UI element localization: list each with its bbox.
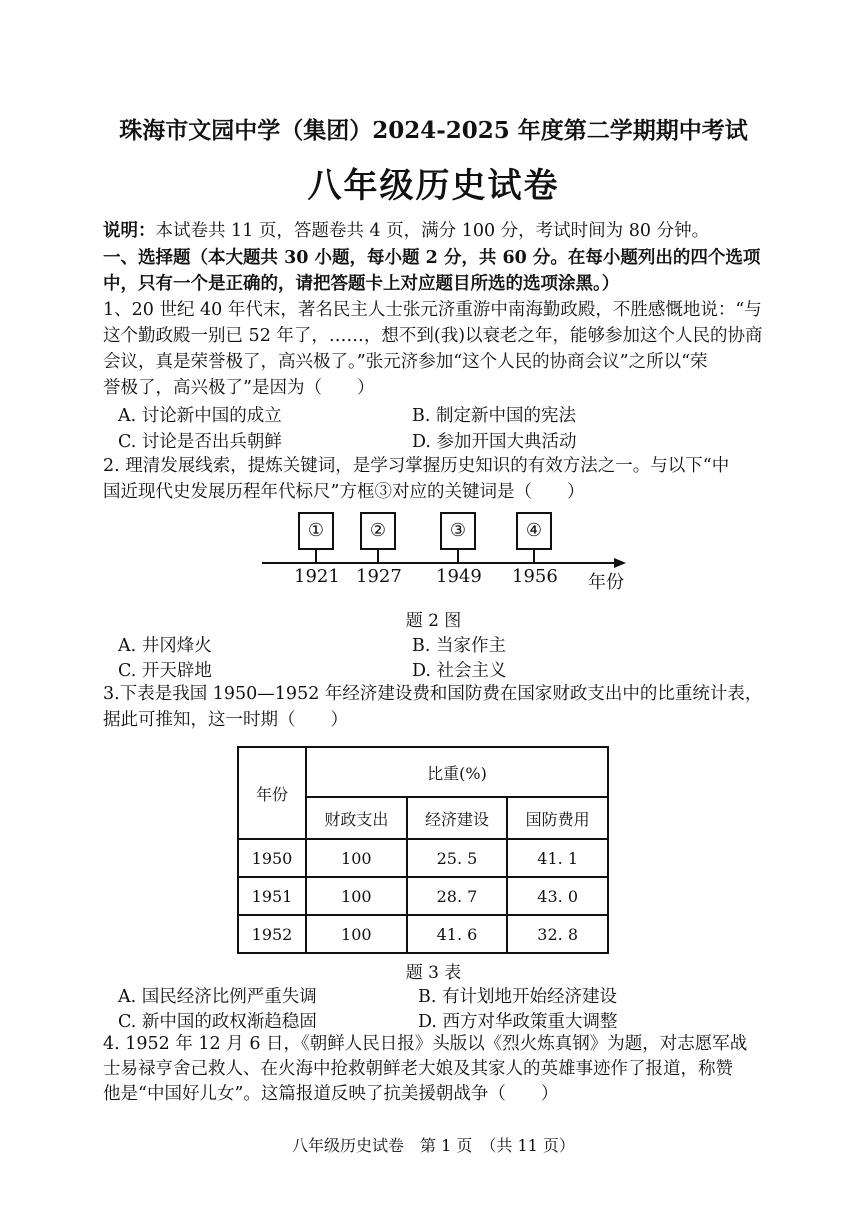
q1-option-b: B. 制定新中国的宪法 xyxy=(412,406,576,426)
q2-stem-line-1: 2. 理清发展线索，提炼关键词，是学习掌握历史知识的有效方法之一。与以下“中 xyxy=(103,456,730,476)
table-header-year: 年份 xyxy=(238,747,306,839)
q2-figure-caption: 题 2 图 xyxy=(405,611,462,631)
table-cell: 100 xyxy=(306,877,407,915)
q2-option-a: A. 井冈烽火 xyxy=(118,636,212,656)
table-header-col-2: 经济建设 xyxy=(407,797,508,839)
q4-stem-line-3: 他是“中国好儿女”。这篇报道反映了抗美援朝战争（ ） xyxy=(103,1084,559,1104)
q3-option-c: C. 新中国的政权渐趋稳固 xyxy=(118,1012,317,1032)
table-row xyxy=(238,877,608,915)
q2-timeline-figure xyxy=(262,512,634,592)
q3-option-d: D. 西方对华政策重大调整 xyxy=(418,1012,618,1032)
table-cell-year: 1950 xyxy=(238,839,306,877)
q3-stem-line-2: 据此可推知，这一时期（ ） xyxy=(103,710,348,730)
timeline-axis xyxy=(262,562,618,564)
q1-stem-line-4: 誉极了，高兴极了”是因为（ ） xyxy=(103,378,375,398)
q1-option-c: C. 讨论是否出兵朝鲜 xyxy=(118,432,282,452)
timeline-tick-1 xyxy=(315,548,317,562)
table-header-group: 比重(%) xyxy=(306,747,608,797)
q2-option-b: B. 当家作主 xyxy=(412,636,506,656)
table-header-row xyxy=(238,747,608,797)
q3-option-b: B. 有计划地开始经济建设 xyxy=(418,987,617,1007)
instructions xyxy=(103,219,709,243)
timeline-year-1: 1921 xyxy=(294,566,340,587)
timeline-box-1: ① xyxy=(298,512,334,550)
timeline-box-2: ② xyxy=(360,512,396,550)
timeline-unit-label: 年份 xyxy=(588,572,624,593)
instructions-text: 本试卷共 11 页，答题卷共 4 页，满分 100 分，考试时间为 80 分钟。 xyxy=(155,221,710,241)
q3-table-caption: 题 3 表 xyxy=(405,963,462,983)
q3-stem-line-1: 3.下表是我国 1950—1952 年经济建设费和国防费在国家财政支出中的比重统计表， xyxy=(103,684,763,704)
table-cell: 100 xyxy=(306,915,407,953)
q4-stem-line-1: 4. 1952 年 12 月 6 日，《朝鲜人民日报》头版以《烈火炼真钢》为题，对志愿军战 xyxy=(103,1034,748,1054)
timeline-year-2: 1927 xyxy=(356,566,402,587)
exam-subject-title: 八年级历史试卷 xyxy=(307,166,560,206)
q2-stem-line-2: 国近现代史发展历程年代标尺”方框③对应的关键词是（ ） xyxy=(103,482,585,502)
timeline-arrow xyxy=(614,558,626,568)
table-cell: 28. 7 xyxy=(407,877,508,915)
table-cell-year: 1952 xyxy=(238,915,306,953)
timeline-year-3: 1949 xyxy=(436,566,482,587)
page-footer: 八年级历史试卷 第 1 页 （共 11 页） xyxy=(292,1136,575,1155)
table-cell: 100 xyxy=(306,839,407,877)
timeline-year-4: 1956 xyxy=(512,566,558,587)
q1-stem-line-2: 这个勤政殿一别已 52 年了，……，想不到(我)以衰老之年，能够参加这个人民的协商 xyxy=(103,326,763,346)
q1-option-a: A. 讨论新中国的成立 xyxy=(118,406,282,426)
section-heading-line-2: 中，只有一个是正确的，请把答题卡上对应题目所选的选项涂黑。） xyxy=(103,274,620,294)
timeline-box-4: ④ xyxy=(516,512,552,550)
table-cell: 41. 1 xyxy=(507,839,608,877)
section-heading-line-1: 一、选择题（本大题共 30 小题，每小题 2 分，共 60 分。在每小题列出的四个选项 xyxy=(103,248,761,268)
table-cell: 41. 6 xyxy=(407,915,508,953)
table-row xyxy=(238,839,608,877)
instructions-label: 说明： xyxy=(103,221,156,241)
table-row xyxy=(238,915,608,953)
timeline-box-3: ③ xyxy=(440,512,476,550)
table-cell: 43. 0 xyxy=(507,877,608,915)
q2-option-c: C. 开天辟地 xyxy=(118,661,212,681)
q1-option-d: D. 参加开国大典活动 xyxy=(412,432,577,452)
exam-school-title: 珠海市文园中学（集团）2024-2025 年度第二学期期中考试 xyxy=(119,117,748,144)
table-cell: 25. 5 xyxy=(407,839,508,877)
table-header-col-3: 国防费用 xyxy=(507,797,608,839)
timeline-tick-2 xyxy=(377,548,379,562)
timeline-tick-4 xyxy=(533,548,535,562)
q4-stem-line-2: 士易禄亨舍己救人、在火海中抢救朝鲜老大娘及其家人的英雄事迹作了报道，称赞 xyxy=(103,1059,733,1079)
q3-statistics-table xyxy=(237,746,609,954)
q2-option-d: D. 社会主义 xyxy=(412,661,507,681)
timeline-tick-3 xyxy=(457,548,459,562)
q1-stem-line-3: 会议，真是荣誉极了，高兴极了。”张元济参加“这个人民的协商会议”之所以“荣 xyxy=(103,352,708,372)
table-cell: 32. 8 xyxy=(507,915,608,953)
table-header-col-1: 财政支出 xyxy=(306,797,407,839)
table-cell-year: 1951 xyxy=(238,877,306,915)
q3-option-a: A. 国民经济比例严重失调 xyxy=(118,987,317,1007)
q1-stem-line-1: 1、20 世纪 40 年代末，著名民主人士张元济重游中南海勤政殿，不胜感慨地说：“与 xyxy=(103,300,762,320)
